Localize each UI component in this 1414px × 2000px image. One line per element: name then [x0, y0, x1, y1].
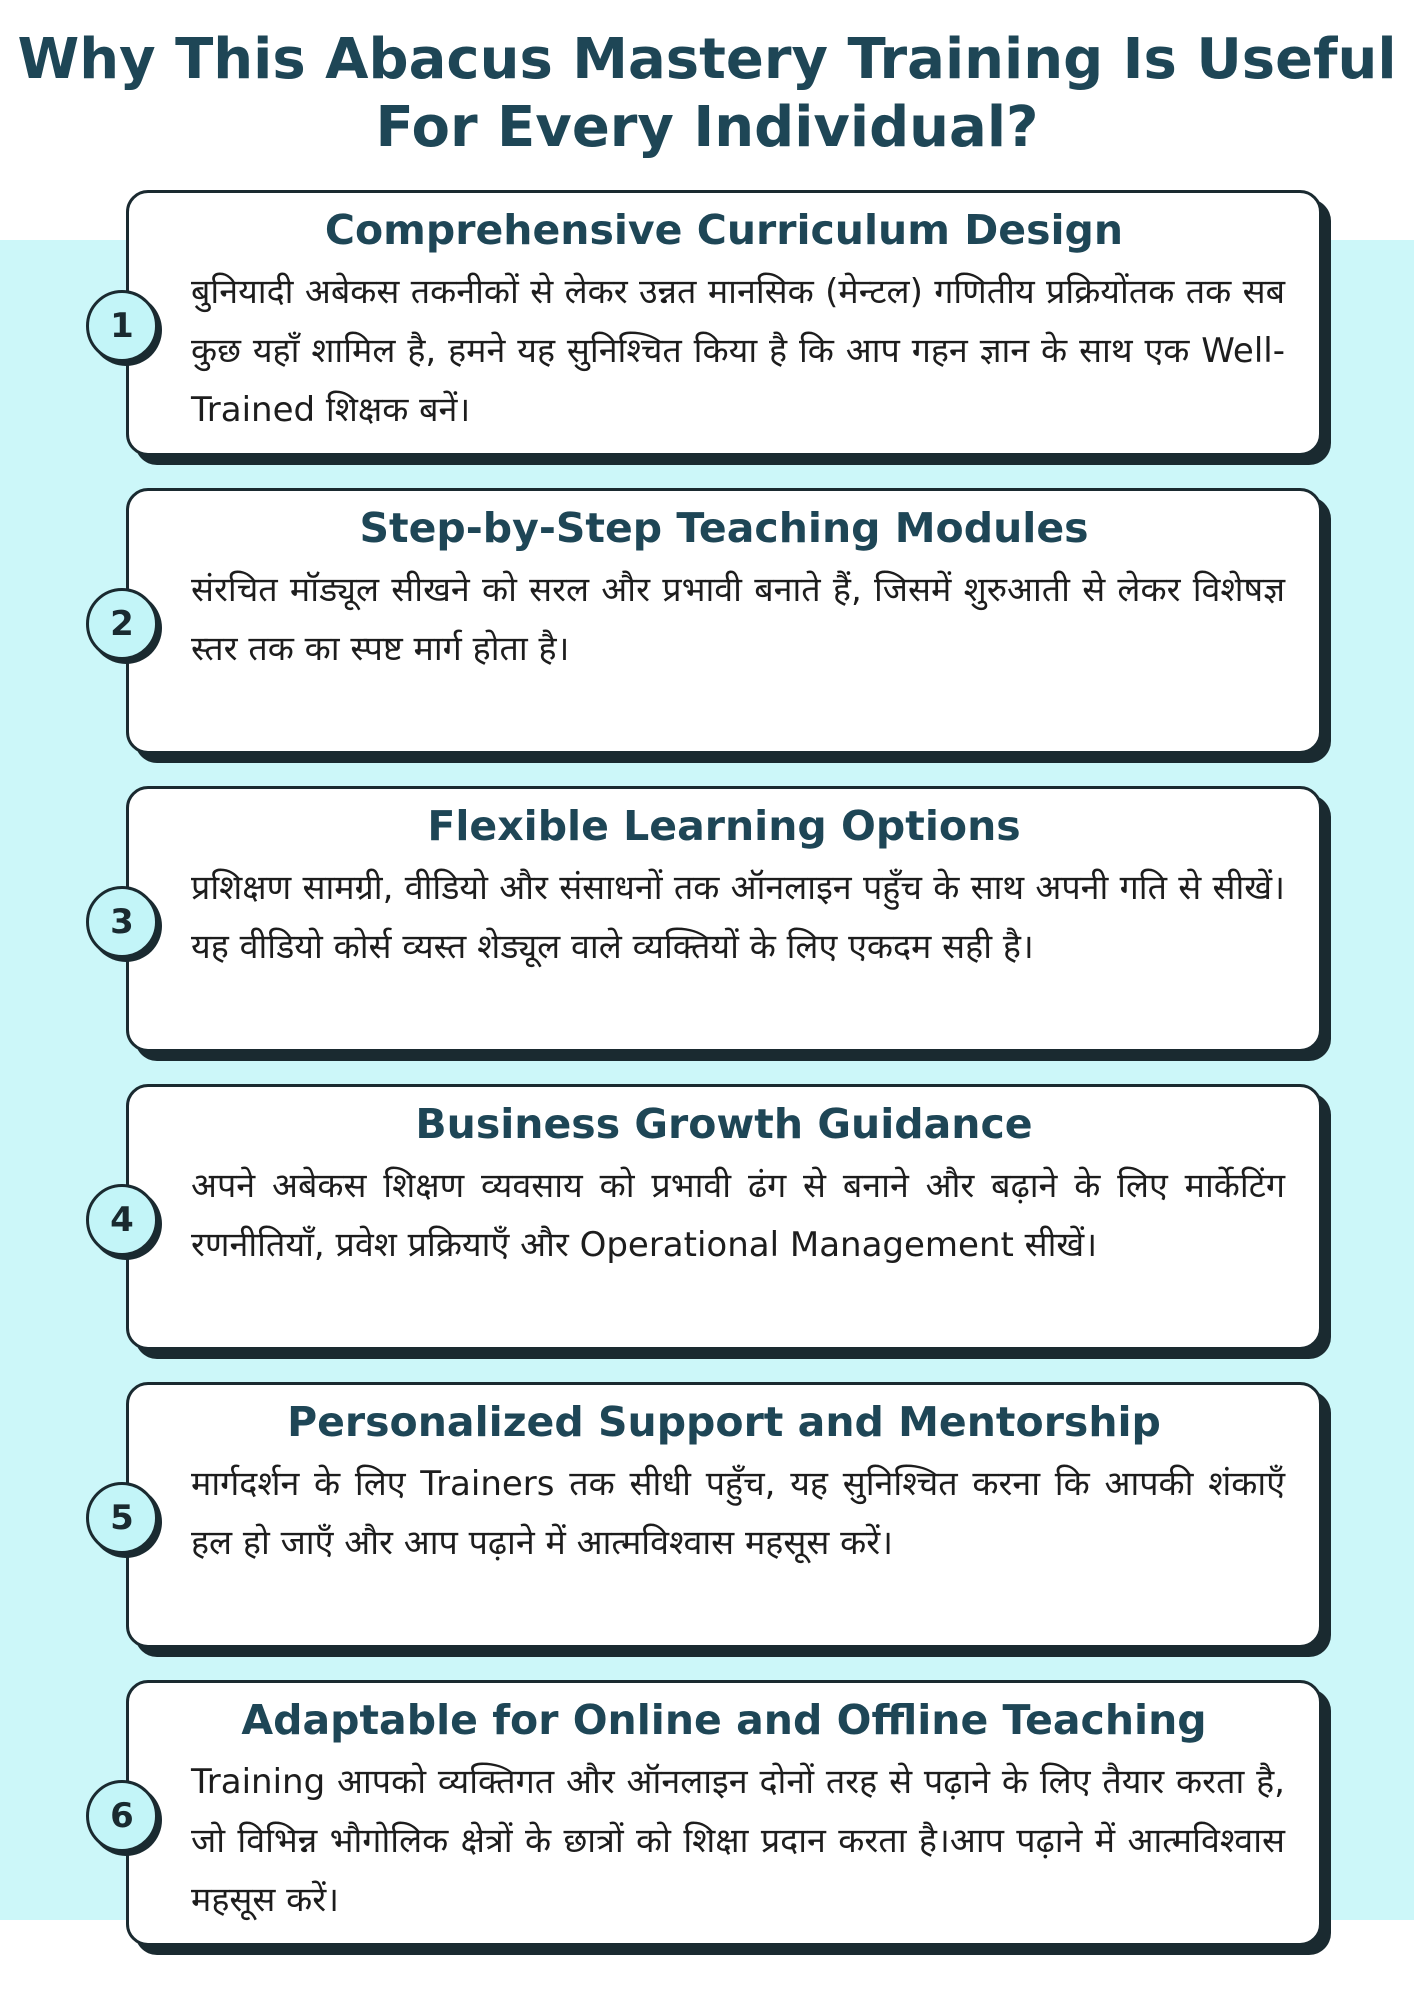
feature-description-2: संरचित मॉड्यूल सीखने को सरल और प्रभावी बनाते हैं, जिसमें शुरुआती से लेकर विशेषज्ञ स्तर तक का स्पष्ट मार्ग होता है। [191, 570, 1285, 669]
feature-card-3 [126, 786, 1322, 1052]
feature-card-6 [126, 1680, 1322, 1946]
number-badge-6: 6 [86, 1780, 158, 1852]
feature-description-1: बुनियादी अबेकस तकनीकों से लेकर उन्नत मानसिक (मेन्टल) गणितीय प्रक्रियोंतक तक सब कुछ यहाँ शामिल है, हमने यह सुनिश्चित किया है कि आप गहन ज्ञान के साथ एक Well-Trained शिक्षक बनें। [191, 272, 1285, 430]
number-badge-5: 5 [86, 1482, 158, 1554]
feature-title-3: Flexible Learning Options [427, 802, 1021, 850]
feature-description-5: मार्गदर्शन के लिए Trainers तक सीधी पहुँच, यह सुनिश्चित करना कि आपकी शंकाएँ हल हो जाएँ और आप पढ़ाने में आत्मविश्वास महसूस करें। [191, 1464, 1285, 1563]
feature-title-5: Personalized Support and Mentorship [287, 1398, 1161, 1446]
feature-card-2 [126, 488, 1322, 754]
feature-card-5 [126, 1382, 1322, 1648]
page-title: Why This Abacus Mastery Training Is Useful For Every Individual? [17, 27, 1397, 160]
number-badge-2: 2 [86, 588, 158, 660]
feature-card-1 [126, 190, 1322, 456]
feature-title-4: Business Growth Guidance [415, 1100, 1033, 1148]
feature-title-6: Adaptable for Online and Offline Teaching [241, 1696, 1207, 1744]
feature-card-4 [126, 1084, 1322, 1350]
feature-title-2: Step-by-Step Teaching Modules [359, 504, 1089, 552]
number-badge-1: 1 [86, 290, 158, 362]
feature-title-1: Comprehensive Curriculum Design [324, 206, 1124, 254]
feature-description-4: अपने अबेकस शिक्षण व्यवसाय को प्रभावी ढंग से बनाने और बढ़ाने के लिए मार्केटिंग रणनीतियाँ, प्रवेश प्रक्रियाएँ और Operational Management सीखें। [191, 1166, 1285, 1265]
feature-description-6: Training आपको व्यक्तिगत और ऑनलाइन दोनों तरह से पढ़ाने के लिए तैयार करता है, जो विभिन्न भौगोलिक क्षेत्रों के छात्रों को शिक्षा प्रदान करता है।आप पढ़ाने में आत्मविश्वास महसूस करें। [191, 1762, 1285, 1920]
number-badge-3: 3 [86, 886, 158, 958]
number-badge-4: 4 [86, 1184, 158, 1256]
feature-description-3: प्रशिक्षण सामग्री, वीडियो और संसाधनों तक ऑनलाइन पहुँच के साथ अपनी गति से सीखें। यह वीडियो कोर्स व्यस्त शेड्यूल वाले व्यक्तियों के लिए एकदम सही है। [191, 868, 1285, 967]
